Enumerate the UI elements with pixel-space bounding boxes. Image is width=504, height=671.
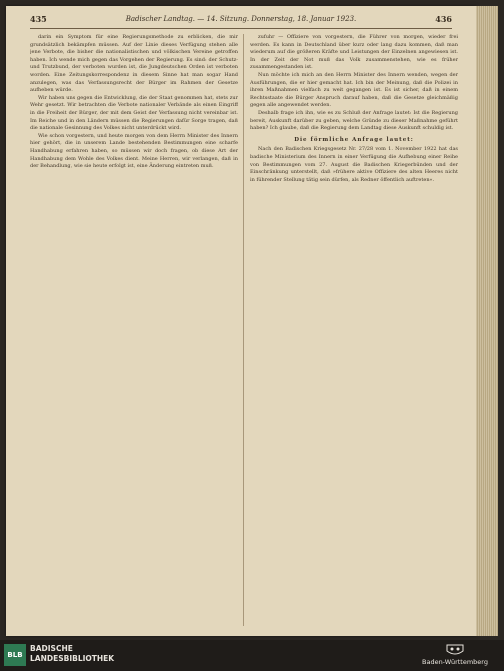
paragraph: zufuhr — Offiziere von vorgestern, die Führer von morgen, wieder frei werden. Es kann in Deutschland über kurz oder lang dazu kommen, daß man wiederum auf die größeren Kräfte und Leistungen der Einzelnen angewiesen ist. In der Zeit der Not muß das Volk zusammenstehen, wie es früher zusammengestanden ist. (250, 34, 458, 71)
paragraph: Deshalb frage ich ihn, wie es zu Schluß der Anfrage lautet: Ist die Regierung bereit, Auskunft darüber zu geben, welche Gründe zu dieser Maßnahme geführt haben? Ich glaube, daß die Regierung dem Landtag diese Auskunft schuldig ist. (250, 109, 458, 132)
paragraph: Wir haben uns gegen die Entwicklung, die der Staat genommen hat, stets zur Wehr gesetzt. Wir betrachten die Verbote nationaler Verbände als einen Eingriff in die Freiheit der Bürger, der mit dem Geist der Verfassung nicht vereinbar ist. Im Reiche und in den Ländern müssen die Regierungen dafür Sorge tragen, daß die nationale Gesinnung des Volkes nicht unterdrückt wird. (30, 94, 238, 132)
header-rule (30, 28, 452, 29)
library-name-line2: LANDESBIBLIOTHEK (30, 654, 115, 663)
book-page-edges (476, 6, 498, 636)
bw-logo[interactable] (410, 643, 500, 669)
paragraph: Nun möchte ich mich an den Herrn Minister des Innern wenden, wegen der Ausführungen, die er hier gemacht hat. Ich bin der Meinung, daß die Polizei in ihren Maßnahmen vielfach zu weit gegangen ist. Es ist sicher, daß in einem Rechtsstaate die Bürger Anspruch darauf haben, daß die Gesetze gleichmäßig gegen alle angewendet werden. (250, 71, 458, 109)
library-name-line1: BADISCHE (30, 644, 73, 653)
page-number-left: 435 (30, 14, 47, 24)
blb-logo[interactable]: BLB (4, 644, 26, 666)
paragraph: Nach den Badischen Kriegsgesetz Nr. 27/28 vom 1. November 1922 hat das badische Ministerium des Innern in einer Verfügung die Aufhebung einer Reihe von Bestimmungen vom 27. August die Badischen Kriegerbünden und der Einschränkung unterstellt, daß »frühere aktive Offiziere des alten Heeres nicht in führender Stellung tätig sein dürfen, als Redner öffentlich auftreten«. (250, 146, 458, 183)
footer-bar (0, 640, 504, 671)
left-column (30, 34, 238, 626)
section-heading: Die förmliche Anfrage lautet: (294, 136, 414, 143)
page-header (30, 14, 452, 28)
paragraph: Wie schon vorgestern, und heute morgen von dem Herrn Minister des Innern hier gehört, die in unserem Lande bestehenden Bestimmungen eine scharfe Handhabung erfahren haben, so müssen wir doch fragen, ob diese Art der Handhabung dem Wohle des Volkes dient. Meine Herren, wir verlangen, daß in der Behandlung, wie sie heute erfolgt ist, eine Änderung eintreten muß. (30, 132, 238, 170)
right-column (250, 34, 458, 626)
library-name (30, 644, 114, 664)
document-page (6, 6, 476, 636)
partner-name: Baden-Württemberg (422, 658, 488, 666)
column-divider (243, 34, 244, 626)
running-title: Badischer Landtag. — 14. Sitzung. Donnerstag, 18. Januar 1923. (125, 15, 357, 23)
crest-icon (444, 643, 466, 657)
page-number-right: 436 (435, 14, 452, 24)
paragraph: darin ein Symptom für eine Regierungsmethode zu erblicken, die mir grundsätzlich bekämpfen müssen. Auf der Linie dieses Verfügung stehen alle jene Verbote, die bisher die nationalistischen und völkischen Vereine getroffen haben. Ich wende mich gegen das Vorgehen der Regierung. Es sind: der Schutz- und Trutzbund, der verboten wurden ist, die Jungdeutschen Orden ist verboten worden. Eine Zeitungskorrespondenz in diesem Sinne hat man sogar Hand anzulegen, was das Verfassungsrecht der Bürger im Rahmen der Gesetze aufheben würde. (30, 34, 238, 94)
